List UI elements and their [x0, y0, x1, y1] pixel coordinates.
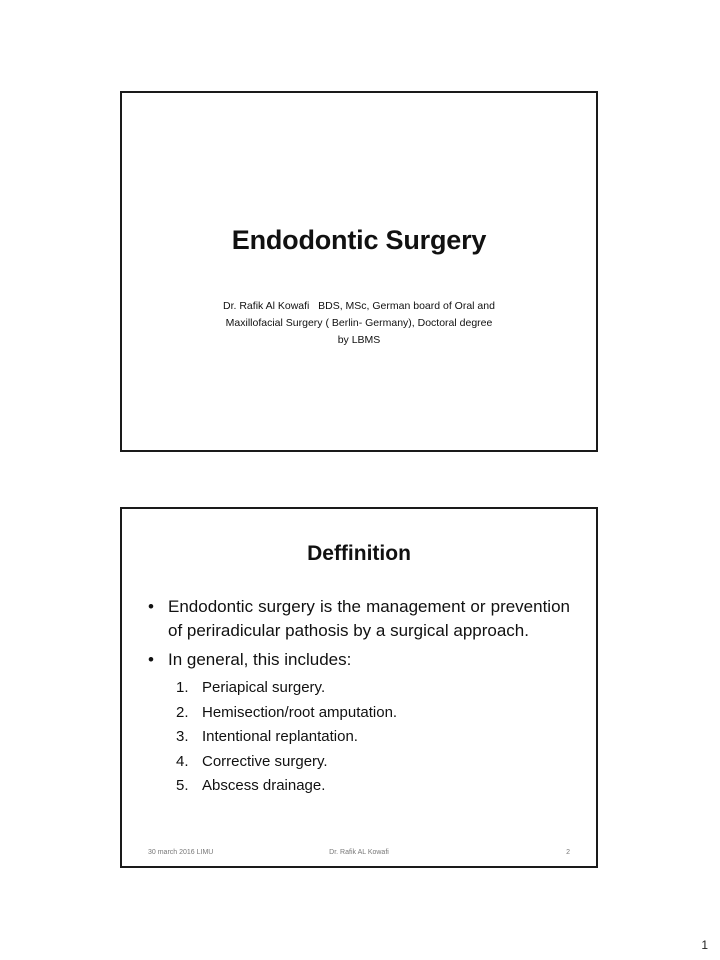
list-item-text: Intentional replantation.: [202, 728, 358, 745]
bullet-symbol: •: [148, 597, 154, 616]
bullet-item: [148, 648, 570, 672]
footer-author: Dr. Rafik AL Kowafi: [329, 849, 389, 856]
bullet-text: In general, this includes:: [168, 650, 352, 669]
list-item-number: 1.: [176, 679, 189, 696]
list-item-number: 2.: [176, 703, 189, 721]
slide-definition-heading: Deffinition: [307, 542, 411, 565]
list-item: [176, 774, 570, 799]
slide-definition-body: [148, 595, 570, 799]
bullet-item: [148, 595, 570, 643]
slide-definition: [120, 507, 598, 868]
numbered-list: [176, 676, 570, 799]
author-line: Maxillofacial Surgery ( Berlin- Germany), Doctoral degree: [225, 317, 493, 329]
list-item-number: 4.: [176, 752, 189, 770]
author-line: by LBMS: [337, 334, 381, 346]
slide-title-author: [192, 298, 526, 349]
footer-slide-number: 2: [566, 849, 570, 856]
list-item-number: 5.: [176, 777, 189, 794]
list-item-text: Hemisection/root amputation.: [202, 703, 398, 721]
bullet-symbol: •: [148, 650, 154, 669]
bullet-text: Endodontic surgery is the management or prevention of periradicular pathosis by a surgical approach.: [168, 597, 570, 640]
list-item-text: Periapical surgery.: [202, 679, 326, 696]
page-number: 1: [701, 938, 708, 952]
list-item-text: Corrective surgery.: [202, 752, 328, 770]
slide-title: [120, 91, 598, 452]
list-item-text: Abscess drainage.: [202, 777, 326, 794]
slide-title-heading: Endodontic Surgery: [231, 225, 487, 255]
list-item: [176, 725, 570, 750]
list-item-number: 3.: [176, 728, 189, 745]
list-item: [176, 750, 570, 775]
list-item: [176, 701, 570, 726]
footer-date: 30 march 2016 LIMU: [148, 849, 214, 856]
list-item: [176, 676, 570, 701]
author-line: Dr. Rafik Al Kowafi BDS, MSc, German board of Oral and: [223, 300, 495, 312]
